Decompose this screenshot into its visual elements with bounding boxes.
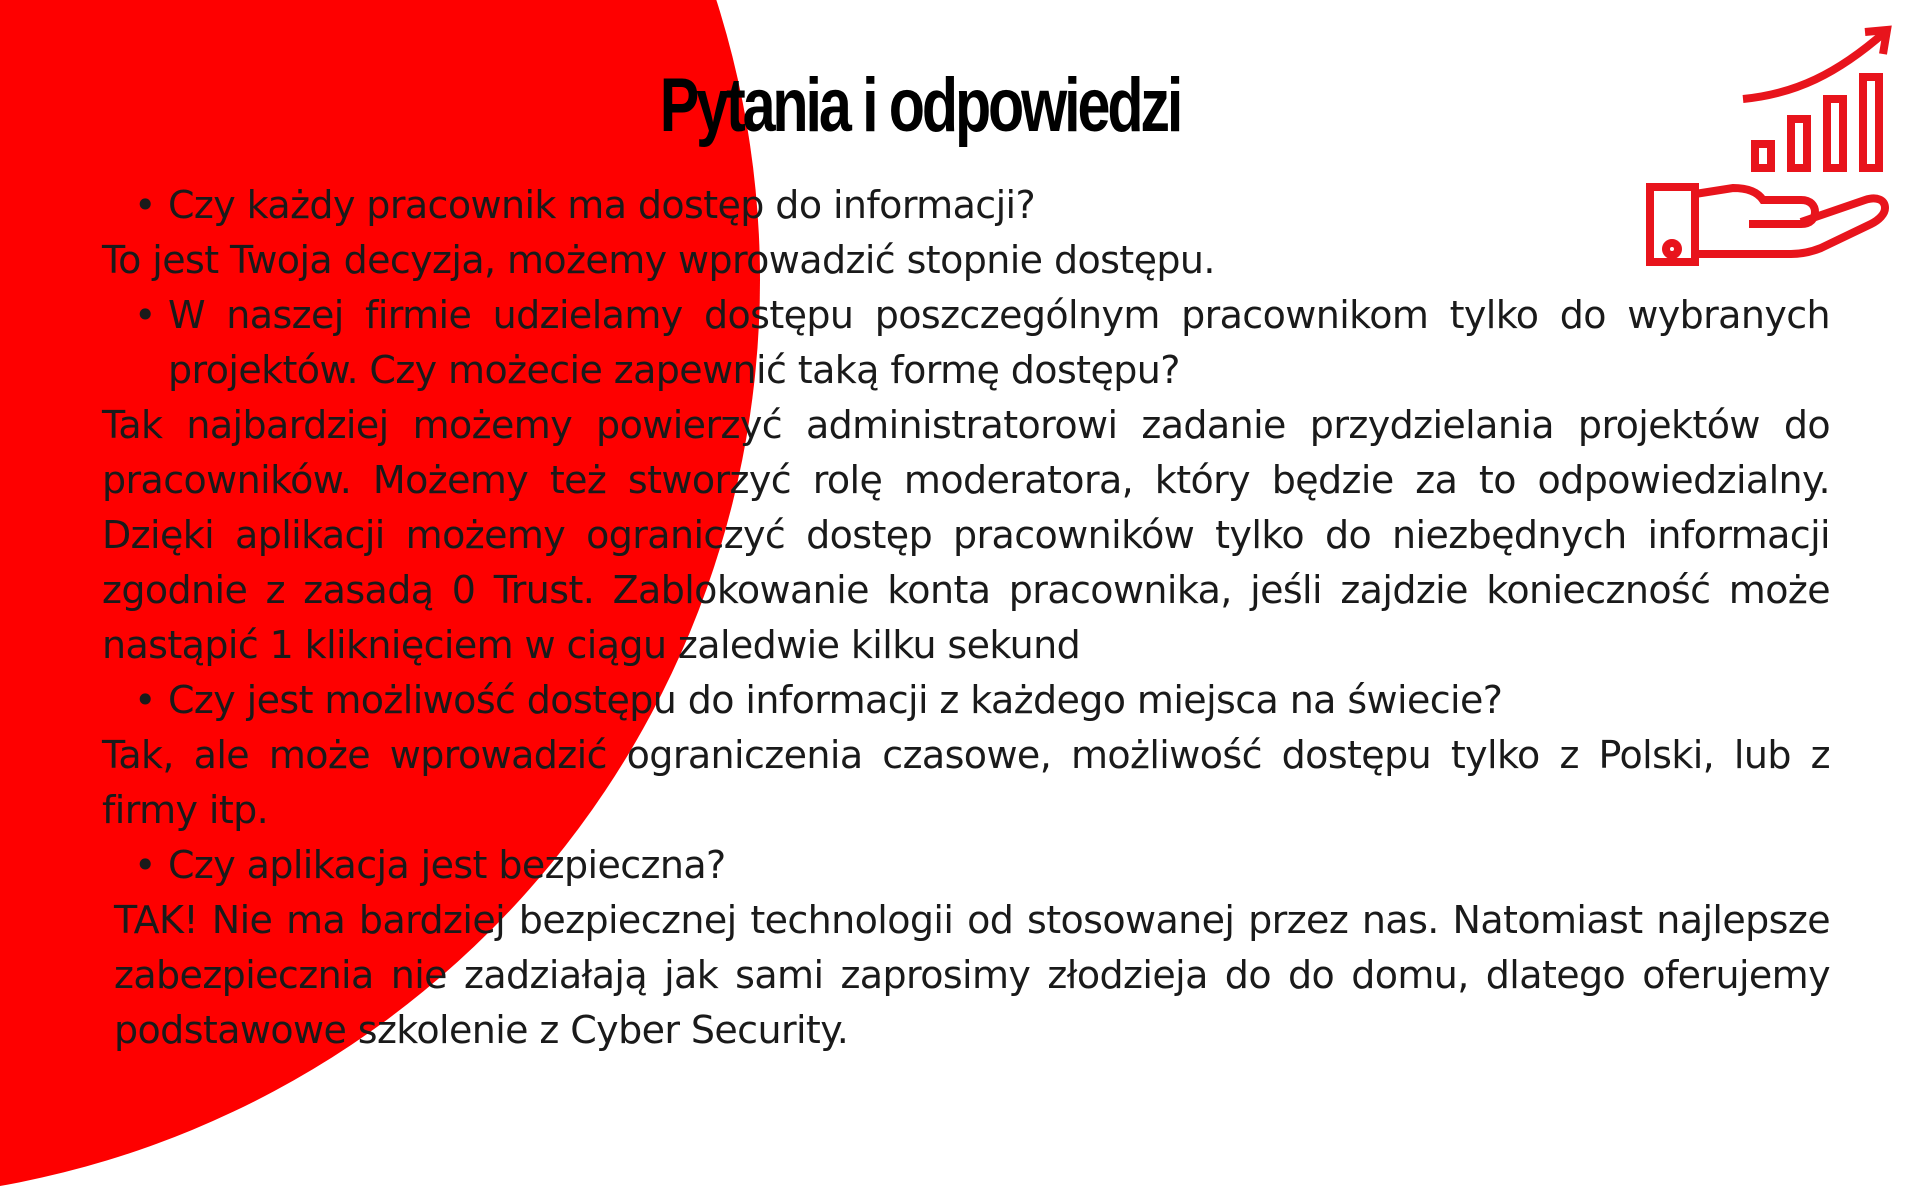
slide-title: Pytania i odpowiedzi (659, 63, 1181, 148)
question-2 (134, 288, 1830, 398)
question-list-4 (102, 838, 1830, 893)
qa-content (102, 178, 1830, 1058)
question-3-text: Czy jest możliwość dostępu do informacji z każdego miejsca na świecie? (168, 678, 1503, 722)
bullet-dot: • (134, 678, 156, 722)
bullet-dot: • (134, 183, 156, 227)
question-list-3 (102, 673, 1830, 728)
answer-4: TAK! Nie ma bardziej bezpiecznej technologii od stosowanej przez nas. Natomiast najlepsze zabezpiecznia nie zadziałają jak sami zaprosimy złodzieja do do domu, dlatego oferujemy podstawowe szkolenie z Cyber Security. (114, 898, 1830, 1052)
answer-2: Tak najbardziej możemy powierzyć administratorowi zadanie przydzielania projektów do pracowników. Możemy też stworzyć rolę moderatora, który będzie za to odpowiedzialny. Dzięki aplikacji możemy ograniczyć dostęp pracowników tylko do niezbędnych informacji zgodnie z zasadą 0 Trust. Zablokowanie konta pracownika, jeśli zajdzie konieczność może nastąpić 1 kliknięciem w ciągu zaledwie kilku sekund (102, 403, 1830, 667)
question-4 (134, 838, 1830, 893)
question-1 (134, 178, 1830, 233)
question-3 (134, 673, 1830, 728)
question-1-text: Czy każdy pracownik ma dostęp do informacji? (168, 183, 1036, 227)
answer-1: To jest Twoja decyzja, możemy wprowadzić stopnie dostępu. (102, 238, 1215, 282)
question-4-text: Czy aplikacja jest bezpieczna? (168, 843, 726, 887)
question-list-2 (102, 288, 1830, 398)
bullet-dot: • (134, 843, 156, 887)
question-list-1 (102, 178, 1830, 233)
answer-3: Tak, ale może wprowadzić ograniczenia czasowe, możliwość dostępu tylko z Polski, lub z firmy itp. (102, 733, 1830, 832)
question-2-text: W naszej firmie udzielamy dostępu poszczególnym pracownikom tylko do wybranych projektów. Czy możecie zapewnić taką formę dostępu? (168, 293, 1830, 392)
bullet-dot: • (134, 293, 156, 337)
